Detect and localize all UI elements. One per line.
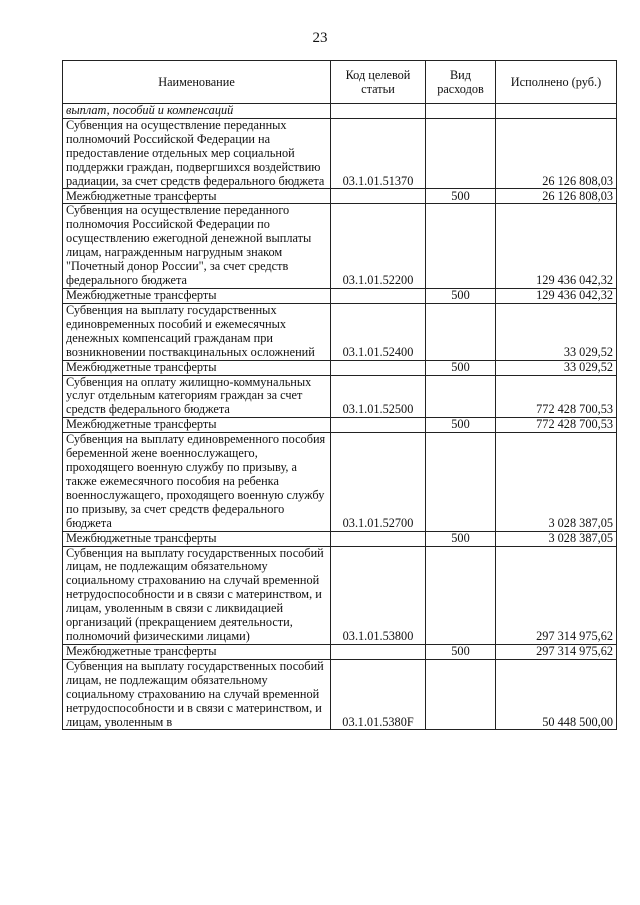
row-name: Межбюджетные трансферты: [63, 288, 331, 303]
row-code: [331, 189, 426, 204]
row-type: 500: [426, 360, 496, 375]
row-type: [426, 375, 496, 418]
row-name: Субвенция на выплату государственных пособий лицам, не подлежащим обязательному социальному страхованию на случай временной нетрудоспособности и в связи с материнством, и лицам, уволенным в: [63, 659, 331, 730]
row-amount: 26 126 808,03: [496, 189, 617, 204]
row-type: [426, 546, 496, 644]
page-number: 23: [312, 30, 328, 46]
row-type: 500: [426, 288, 496, 303]
row-amount: 772 428 700,53: [496, 375, 617, 418]
row-type: [426, 118, 496, 189]
header-name: Наименование: [63, 61, 331, 104]
table-row: [63, 659, 617, 730]
table-row: [63, 288, 617, 303]
row-name: Субвенция на выплату государственных пособий лицам, не подлежащим обязательному социальному страхованию на случай временной нетрудоспособности и в связи с материнством, и лицам, уволенным в связи с ликвидацией организаций (прекращением деятельности, полномочий физическими лицами): [63, 546, 331, 644]
table-row: [63, 433, 617, 531]
row-amount: 3 028 387,05: [496, 433, 617, 531]
row-code: [331, 360, 426, 375]
header-type: Вид расходов: [426, 61, 496, 104]
header-code: Код целевой статьи: [331, 61, 426, 104]
row-type: 500: [426, 418, 496, 433]
row-code: [331, 288, 426, 303]
row-type: [426, 303, 496, 360]
row-code: 03.1.01.5380F: [331, 659, 426, 730]
row-code: [331, 418, 426, 433]
row-name: Субвенция на осуществление переданных полномочий Российской Федерации на предоставление отдельных мер социальной поддержки граждан, подвергшихся воздействию радиации, за счет средств федерального бюджета: [63, 118, 331, 189]
section-row: [63, 104, 617, 119]
row-code: [331, 531, 426, 546]
header-amount: Исполнено (руб.): [496, 61, 617, 104]
row-amount: 129 436 042,32: [496, 204, 617, 288]
table-row: [63, 375, 617, 418]
row-amount: 26 126 808,03: [496, 118, 617, 189]
row-type: [426, 204, 496, 288]
row-amount: 129 436 042,32: [496, 288, 617, 303]
row-code: 03.1.01.53800: [331, 546, 426, 644]
row-type: [426, 433, 496, 531]
row-name: Межбюджетные трансферты: [63, 418, 331, 433]
table-header-row: [63, 61, 617, 104]
row-amount: 33 029,52: [496, 360, 617, 375]
row-name: Субвенция на выплату единовременного пособия беременной жене военнослужащего, проходящего военную службу по призыву, а также ежемесячного пособия на ребенка военнослужащего, проходящего военную службу по призыву, за счет средств федерального бюджета: [63, 433, 331, 531]
row-type: [426, 659, 496, 730]
row-amount: 50 448 500,00: [496, 659, 617, 730]
budget-table: [62, 60, 617, 730]
row-name: Межбюджетные трансферты: [63, 531, 331, 546]
row-amount: 297 314 975,62: [496, 546, 617, 644]
table-row: [63, 189, 617, 204]
row-amount: 297 314 975,62: [496, 644, 617, 659]
row-code: 03.1.01.52400: [331, 303, 426, 360]
table-row: [63, 531, 617, 546]
table-row: [63, 418, 617, 433]
row-name: Межбюджетные трансферты: [63, 360, 331, 375]
row-name: Субвенция на выплату государственных единовременных пособий и ежемесячных денежных компенсаций гражданам при возникновении поствакцинальных осложнений: [63, 303, 331, 360]
section-amount-cell: [496, 104, 617, 119]
row-name: Субвенция на осуществление переданного полномочия Российской Федерации по осуществлению ежегодной денежной выплаты лицам, награжденным нагрудным знаком "Почетный донор России", за счет средств федерального бюджета: [63, 204, 331, 288]
row-name: Межбюджетные трансферты: [63, 644, 331, 659]
row-code: [331, 644, 426, 659]
table-row: [63, 303, 617, 360]
table-row: [63, 204, 617, 288]
row-type: 500: [426, 644, 496, 659]
row-code: 03.1.01.52700: [331, 433, 426, 531]
table-row: [63, 118, 617, 189]
section-code-cell: [331, 104, 426, 119]
section-type-cell: [426, 104, 496, 119]
row-name: Межбюджетные трансферты: [63, 189, 331, 204]
row-name: Субвенция на оплату жилищно-коммунальных услуг отдельным категориям граждан за счет средств федерального бюджета: [63, 375, 331, 418]
table-row: [63, 644, 617, 659]
table-row: [63, 546, 617, 644]
row-code: 03.1.01.52500: [331, 375, 426, 418]
row-amount: 772 428 700,53: [496, 418, 617, 433]
table-row: [63, 360, 617, 375]
row-code: 03.1.01.52200: [331, 204, 426, 288]
row-amount: 33 029,52: [496, 303, 617, 360]
row-amount: 3 028 387,05: [496, 531, 617, 546]
row-type: 500: [426, 531, 496, 546]
row-type: 500: [426, 189, 496, 204]
section-label: выплат, пособий и компенсаций: [63, 104, 331, 119]
row-code: 03.1.01.51370: [331, 118, 426, 189]
